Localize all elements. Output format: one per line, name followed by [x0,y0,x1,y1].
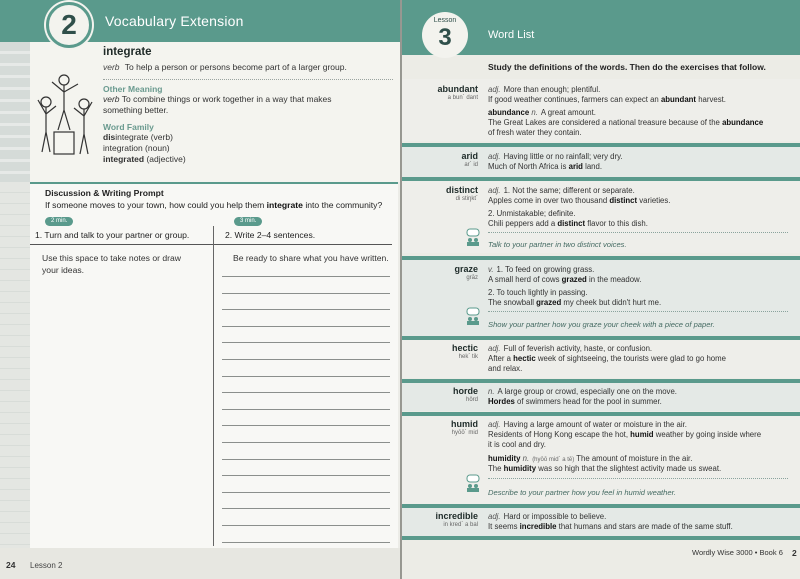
prompt-question: If someone moves to your town, how could you help them integrate into the community? [45,200,383,210]
talk-partners-icon [464,474,482,492]
children-illustration-icon [34,70,96,165]
part-of-speech: verb [103,62,120,72]
example: The snowball grazed my cheek but didn't hurt me. [488,298,662,307]
headword: graze [454,264,478,274]
vocab-word: integrate [103,46,152,58]
writing-line [222,309,390,310]
notes-instructions: Use this space to take notes or draw your ideas. [42,253,182,275]
column-header-rule [30,244,392,245]
talk-prompt: Talk to your partner in two distinct voices. [488,240,627,249]
unit-number-badge: 2 [46,2,92,48]
pronunciation: hek´ tik [458,354,478,360]
example: After a hectic week of sightseeing, the tourists were glad to go home [488,354,726,363]
definition-text: To help a person or persons become part of a larger group. [124,62,347,72]
headword: horde [452,386,478,396]
word-family-heading: Word Family [103,122,154,132]
left-margin-ruling [0,182,30,548]
talk-prompt: Describe to your partner how you feel in humid weather. [488,488,676,497]
writing-line [222,293,390,294]
writing-line [222,492,390,493]
example: Residents of Hong Kong escape the hot, humid weather by going inside where [488,430,762,439]
writing-line [222,442,390,443]
book-title-footer: Wordly Wise 3000 • Book 6 [692,548,783,557]
writing-line [222,542,390,543]
right-page-number: 2 [792,548,797,558]
word-family-list [103,132,186,165]
dotted-divider [103,79,393,80]
headword: humid [451,419,478,429]
writing-line [222,459,390,460]
pronunciation: hyōō´ mid [451,430,478,436]
writing-line [222,276,390,277]
dotted-divider [488,478,788,479]
entry-separator [402,536,800,540]
lesson-label: Lesson [433,17,457,24]
headword: abundant [437,84,478,94]
definition: adj. Having a large amount of water or moisture in the air. [488,420,687,429]
writing-line [222,425,390,426]
prompt-title: Discussion & Writing Prompt [45,188,164,198]
left-edge-stripes [0,42,30,182]
definition: adj. Having little or no rainfall; very dry. [488,152,623,161]
dotted-divider [488,232,788,233]
definition: adj. 1. Not the same; different or separate. [488,186,635,195]
word-list-instructions: Study the definitions of the words. Then do the exercises that follow. [488,62,766,72]
example: The humidity was so high that the slightest activity made us sweat. [488,464,722,473]
timer-pill-left: 2 min. [45,217,73,226]
definition: adj. Full of feverish activity, haste, or confusion. [488,344,653,353]
definition: adj. Hard or impossible to believe. [488,512,607,521]
word-list-title: Word List [488,29,535,41]
derived-word: abundance n. A great amount. [488,108,596,117]
section-title: Vocabulary Extension [105,13,244,29]
example: If good weather continues, farmers can expect an abundant harvest. [488,95,726,104]
example: A small herd of cows grazed in the meadow. [488,275,642,284]
other-meaning-text [103,94,332,116]
dotted-divider [488,311,788,312]
writing-line [222,508,390,509]
pronunciation: grāz [466,275,478,281]
example: Hordes of swimmers head for the pool in summer. [488,397,662,406]
talk-partners-icon [464,307,482,325]
example: it is cool and dry. [488,440,546,449]
share-instructions: Be ready to share what you have written. [233,253,389,263]
example: Apples come in over two thousand distinct varieties. [488,196,671,205]
step-two: 2. Write 2–4 sentences. [225,230,316,240]
timer-pill-right: 3 min. [234,217,262,226]
talk-prompt: Show your partner how you graze your cheek with a piece of paper. [488,320,715,329]
headword: arid [461,151,478,161]
other-meaning-line1: To combine things or work together in a way that makes [121,94,332,104]
pronunciation: di stiŋkt´ [455,196,478,202]
example: and relax. [488,364,523,373]
headword: distinct [445,185,478,195]
writing-line [222,326,390,327]
step-one: 1. Turn and talk to your partner or group. [35,230,190,240]
writing-line [222,342,390,343]
left-page-number: 24 [6,560,16,570]
example: The Great Lakes are considered a national treasure because of the abundance [488,118,764,127]
other-meaning-pos: verb [103,94,120,104]
lesson-number: 3 [438,24,452,51]
definition: adj. More than enough; plentiful. [488,85,601,94]
definition: 2. To touch lightly in passing. [488,288,588,297]
word-family-item: integrated (adjective) [103,154,186,164]
talk-partners-icon [464,228,482,246]
writing-line [222,475,390,476]
word-family-item: disintegrate (verb) [103,132,173,142]
example: It seems incredible that humans and stars are made of the same stuff. [488,522,733,531]
word-family-item: integration (noun) [103,143,170,153]
definition: 2. Unmistakable; definite. [488,209,576,218]
writing-line [222,359,390,360]
pronunciation: ar´ id [464,162,478,168]
pronunciation: a bun´ dant [447,95,478,101]
example: of fresh water they contain. [488,128,582,137]
column-divider [213,226,214,546]
example: Chili peppers add a distinct flavor to this dish. [488,219,648,228]
right-page [402,0,800,579]
example: Much of North Africa is arid land. [488,162,602,171]
writing-line [222,376,390,377]
other-meaning-line2: something better. [103,105,169,115]
writing-line [222,525,390,526]
definition: v. 1. To feed on growing grass. [488,265,595,274]
left-footer-lesson: Lesson 2 [30,561,63,570]
vocab-definition [103,62,347,72]
writing-line [222,409,390,410]
writing-line [222,392,390,393]
headword: hectic [451,343,478,353]
headword: incredible [435,511,478,521]
pronunciation: hôrd [465,397,478,403]
pronunciation: in kred´ a bal [443,522,478,528]
derived-word: humidity n. (hyōō mid´ a tē) The amount of moisture in the air. [488,454,693,463]
definition: n. A large group or crowd, especially one on the move. [488,387,677,396]
other-meaning-heading: Other Meaning [103,84,163,94]
